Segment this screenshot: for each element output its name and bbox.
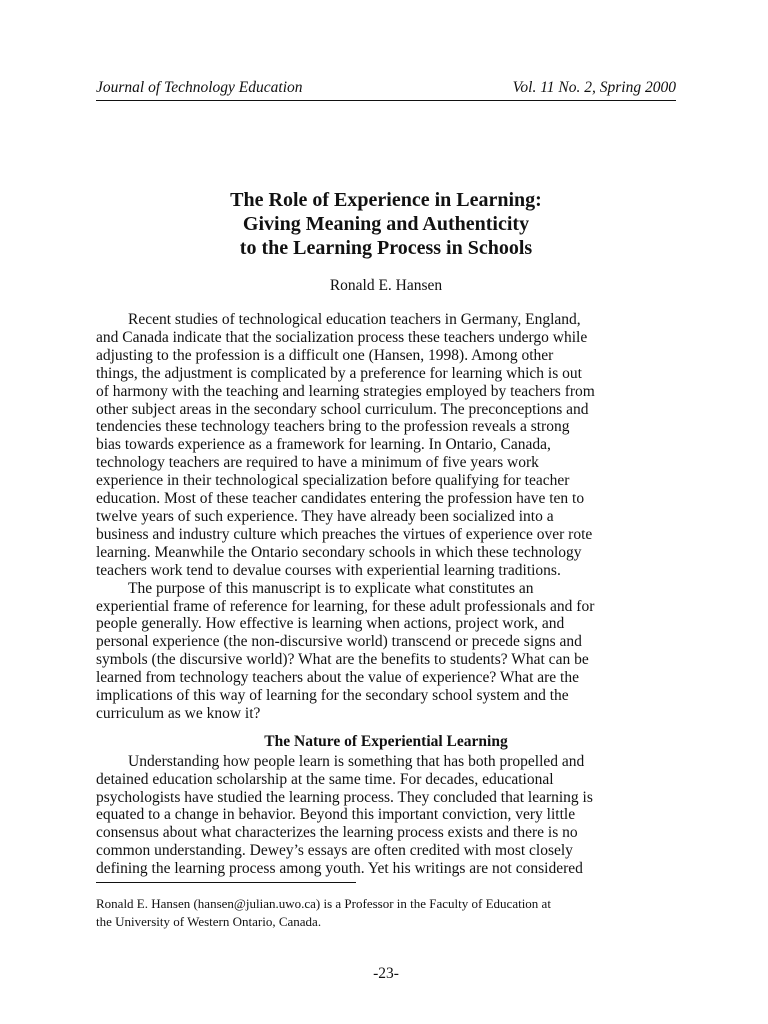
- text-line: learned from technology teachers about the value of experience? What are the: [96, 669, 579, 687]
- text-line: other subject areas in the secondary school curriculum. The preconceptions and: [96, 400, 589, 418]
- text-line: bias towards experience as a framework for learning. In Ontario, Canada,: [96, 436, 551, 454]
- text-line: people generally. How effective is learning when actions, project work, and: [96, 615, 565, 633]
- paragraph-nature: [96, 753, 686, 878]
- running-header: [96, 78, 676, 101]
- text-line: detained education scholarship at the same time. For decades, educational: [96, 770, 554, 788]
- text-line: experiential frame of reference for learning, for these adult professionals and for: [96, 597, 595, 615]
- footnote-line: the University of Western Ontario, Canada.: [96, 914, 322, 929]
- title-line: to the Learning Process in Schools: [239, 237, 533, 259]
- text-line: teachers work tend to devalue courses with experiential learning traditions.: [96, 561, 561, 579]
- text-line: experience in their technological specialization before qualifying for teacher: [96, 472, 570, 490]
- text-line: common understanding. Dewey’s essays are often credited with most closely: [96, 842, 573, 860]
- text-line: business and industry culture which preaches the virtues of experience over rote: [96, 525, 593, 543]
- text-line: defining the learning process among youth. Yet his writings are not considered: [96, 860, 583, 878]
- text-line: things, the adjustment is complicated by a preference for learning which is out: [96, 364, 582, 382]
- text-line: curriculum as we know it?: [96, 704, 261, 722]
- footnote-divider: [96, 882, 356, 883]
- text-line: symbols (the discursive world)? What are the benefits to students? What can be: [96, 651, 589, 669]
- section-heading: The Nature of Experiential Learning: [264, 732, 508, 750]
- text-line: Understanding how people learn is something that has both propelled and: [128, 752, 585, 770]
- footnote-line: Ronald E. Hansen (hansen@julian.uwo.ca) is a Professor in the Faculty of Education at: [96, 896, 551, 911]
- text-line: implications of this way of learning for the secondary school system and the: [96, 687, 569, 705]
- journal-name: Journal of Technology Education: [96, 79, 303, 96]
- text-line: consensus about what characterizes the learning process exists and there is no: [96, 824, 578, 842]
- text-line: psychologists have studied the learning process. They concluded that learning is: [96, 788, 593, 806]
- text-line: and Canada indicate that the socialization process these teachers undergo while: [96, 328, 588, 346]
- text-line: Recent studies of technological education teachers in Germany, England,: [128, 311, 581, 328]
- text-line: learning. Meanwhile the Ontario secondary schools in which these technology: [96, 543, 582, 561]
- text-line: education. Most of these teacher candidates entering the profession have ten to: [96, 490, 585, 508]
- author-footnote: [96, 895, 686, 931]
- text-line: tendencies these technology teachers bring to the profession reveals a strong: [96, 418, 570, 436]
- author-name: Ronald E. Hansen: [329, 277, 443, 294]
- text-line: The purpose of this manuscript is to explicate what constitutes an: [128, 579, 534, 597]
- text-line: technology teachers are required to have a minimum of five years work: [96, 454, 539, 472]
- volume-info: Vol. 11 No. 2, Spring 2000: [512, 79, 676, 96]
- text-line: personal experience (the non-discursive world) transcend or precede signs and: [96, 633, 582, 651]
- text-line: equated to a change in behavior. Beyond this important conviction, very little: [96, 806, 576, 824]
- text-line: adjusting to the profession is a difficult one (Hansen, 1998). Among other: [96, 346, 554, 364]
- title-line: The Role of Experience in Learning:: [230, 189, 542, 211]
- page-number: -23-: [373, 965, 399, 982]
- paragraph-intro: [96, 311, 686, 580]
- paragraph-purpose: [96, 580, 686, 723]
- title-line: Giving Meaning and Authenticity: [242, 213, 530, 235]
- article-title: [96, 188, 676, 260]
- article-body: [96, 311, 686, 878]
- text-line: of harmony with the teaching and learning strategies employed by teachers from: [96, 382, 595, 400]
- text-line: twelve years of such experience. They have already been socialized into a: [96, 507, 554, 525]
